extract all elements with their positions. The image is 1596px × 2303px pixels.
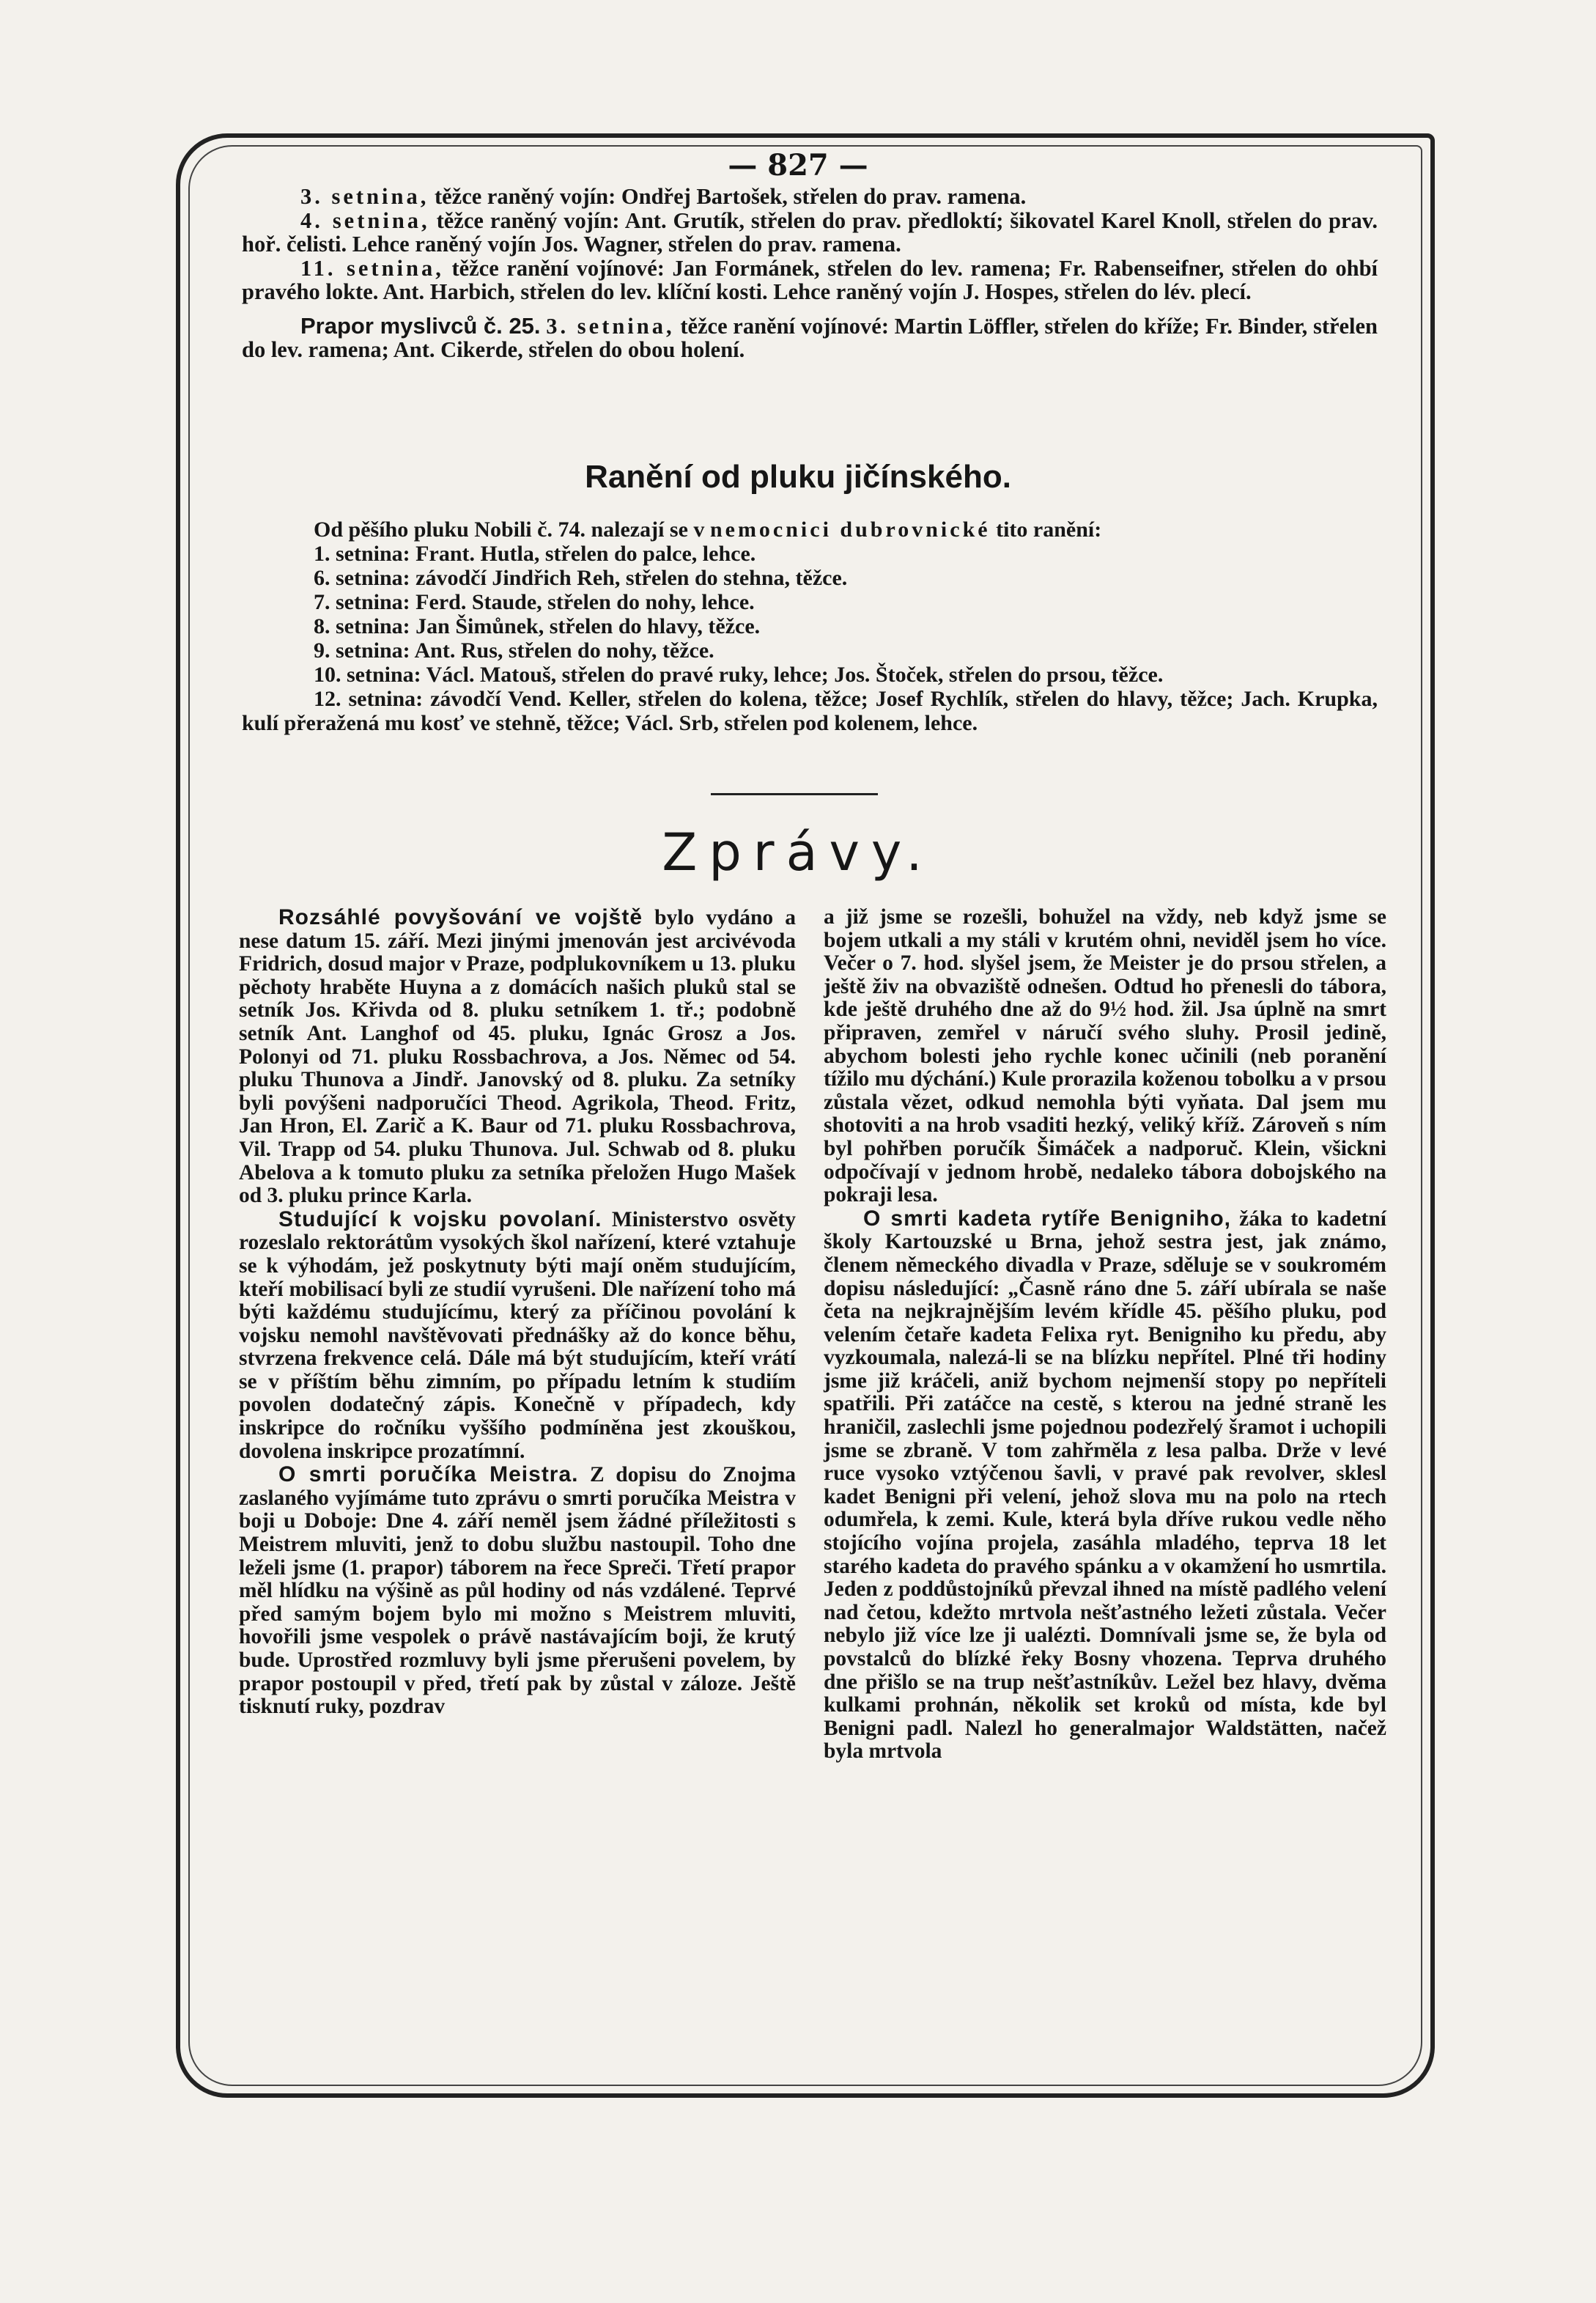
- wounded-row: 1. setnina: Frant. Hutla, střelen do palce, lehce.: [314, 542, 756, 566]
- article-students: [239, 1208, 796, 1464]
- article-promotions: [239, 906, 796, 1208]
- article-text: a již jsme se rozešli, bohužel na vždy, neb když jsme se bojem utkali a my stáli v krutém ohni, neviděl jsem ho více. Večer o 7. hod. slyšel jsem, že Meister je do prsou střelen, a ještě živ na obvaziště odnešen. Odtud ho přenesli do tábora, kde ještě druhého dne až do 9½ hod. žil. Jsa úplně na smrt připraven, zemřel v náručí svého sluhy. Prosil jedině, abychom bolesti jeho rychle konec učinili (neb poranění tížilo mu dýchání.) Kule prorazila koženou tobolku a v prsou zůstala vězet, odkud nemohla býti vyňata. Dal jsem mu shotoviti a na hrob vsaditi hezký, veliký kříž. Zároveň s ním byl pohřben poručík Šimáček a nadporuč. Klein, všickni odpočívají v jednom hrobě, nedaleko tábora dobojského na pokraji lesa.: [824, 905, 1386, 1207]
- paragraph-rifle-battalion: [242, 314, 1378, 362]
- paragraph-text: těžce raněný vojín: Ondřej Bartošek, střelen do prav. ramena.: [434, 184, 1027, 209]
- wounded-row: 6. setnina: závodčí Jindřich Reh, střelen do stehna, těžce.: [314, 566, 848, 590]
- intro-hospital: nemocnici dubrovnické: [709, 517, 991, 542]
- paragraph-text: těžce raněný vojín: Ant. Grutík, střelen do prav. předloktí; šikovatel Karel Knoll, střelen do prav. hoř. čelisti. Lehce raněný vojín Jos. Wagner, střelen do prav. ramena.: [242, 207, 1378, 257]
- paragraph-text: těžce ranění vojínové: Jan Formánek, střelen do lev. ramena; Fr. Rabenseifner, střelen do ohbí pravého lokte. Ant. Harbich, střelen do lev. klíční kosti. Lehce raněný vojín J. Hospes, střelen do lév. plecí.: [242, 255, 1378, 304]
- article-text: bylo vydáno a nese datum 15. září. Mezi jinými jmenován jest arcivévoda Fridrich, dosud major v Praze, podplukovníkem u 13. pluku pěchoty hraběte Huyna a z domácích našich pluků stal se setník Jos. Křivda od 8. pluku setníkem 1. tř.; podobně setník Ant. Langhof od 45. pluku, Ignác Grosz a Jos. Polonyi od 71. pluku Rossbachrova, a Jos. Němec od 54. pluku Thunova a Jindř. Janovský od 8. pluku. Za setníky byli povýšeni nadporučíci Theod. Agrikola, Theod. Fritz, Jan Hron, El. Zarič a K. Baur od 71. pluku Rossbachrova, Vil. Trapp od 54. pluku Thunova. Jul. Schwab od 8. pluku Abelova a k tomuto pluku za setníka přeložen Hugo Mašek od 3. pluku prince Karla.: [239, 906, 797, 1208]
- paragraph-4th-company: [242, 209, 1378, 257]
- section-heading-wounded: Ranění od pluku jičínského.: [585, 459, 1011, 495]
- company-label: 3. setnina,: [546, 313, 675, 339]
- casualty-list-continued: [242, 185, 1378, 362]
- section-divider: [711, 793, 878, 795]
- wounded-row: 9. setnina: Ant. Rus, střelen do nohy, těžce.: [314, 638, 714, 663]
- wounded-row: 7. setnina: Ferd. Staude, střelen do nohy, lehce.: [314, 590, 755, 614]
- article-benigni: [824, 1207, 1386, 1764]
- article-heading: O smrti poručíka Meistra.: [278, 1462, 579, 1487]
- article-text: Z dopisu do Znojma zaslaného vyjímáme tuto zprávu o smrti poručíka Meistra v boji u Doboje: Dne 4. září neměl jsem žádné příležitosti s Meistrem mluviti, jenž to dobu službu nastoupil. Toho dne leželi jsme (1. prapor) táborem na řece Spreči. Třetí prapor měl hlídku na výšině as půl hodiny od nás vzdálené. Teprvé před samým bojem bylo mi možno s Meistrem mluviti, hovořili jsme vespolek o právě nastávajícím boji, že krutý bude. Uprostřed rozmluvy byli jsme přerušeni povelem, by prapor postoupil v před, třetí pak by zůstal v záloze. Ještě tisknutí ruky, pozdrav: [239, 1463, 797, 1719]
- paragraph-text: těžce ranění vojínové: Martin Löffler, střelen do kříže; Fr. Binder, střelen do lev. ramena; Ant. Cikerde, střelen do obou holení.: [242, 313, 1378, 362]
- article-heading: Rozsáhlé povyšování ve vojště: [278, 905, 643, 929]
- intro-text: Od pěšího pluku Nobili č. 74. nalezají se v: [314, 517, 705, 542]
- paragraph-11th-company: [242, 257, 1378, 304]
- wounded-intro: [242, 517, 1378, 542]
- page-number: — 827 —: [728, 148, 868, 183]
- article-text: Ministerstvo osvěty rozeslalo rektorátům vysokých škol nařízení, které vztahuje se k výhodám, jež poskytnuty býti mají oněm studujícím, kteří mobilisací byli ze studií vyrušeni. Dle nařízení toho má býti každému studujícímu, který za příčinou povolání k vojsku nemohl navštěvovati přednášky až do konce běhu, stvrzena frekvence celá. Dále má být studujícím, kteří vrátí se v příštím běhu zimním, po případu letním k studiím povolen dodatečný zápis. Konečně v případech, kdy inskripce do ročníku vyššího podmíněna jest zkouškou, dovolena inskripce prozatímní.: [239, 1207, 796, 1463]
- company-label: 11. setnina,: [300, 255, 444, 281]
- article-meister-continued: [824, 906, 1386, 1207]
- article-text: žáka to kadetní školy Kartouzské u Brna, jehož sestra jest, jak známo, členem německého divadla v Praze, sděluje se v soukromém dopisu následující: „Časně ráno dne 5. září ubírala se naše četa na nejkrajnějším levém křídle 45. pěšího pluku, pod velením četaře kadeta Felixa ryt. Benigniho ku předu, aby vyzkoumala, nalezá-li se na blízku nepřítel. Plné tři hodiny jsme již kráčeli, aniž bychom nejmenší stopy po nepříteli spatřili. Při zatáčce na cestě, s kterou na jedné straně les hraničil, zaslechli jsme pojednou podezřelý šramot i uchopili jsme se zbraně. V tom zahřměla z lesa palba. Drže v levé ruce vysoko vztýčenou šavli, v pravé pak revolver, sklesl kadet Benigni při velení, jehož slova mu na polo na rtech odumřela, k zemi. Kule, která byla dříve rukou vedle něho stojícího vojína projela, zasáhla mladého, teprva 18 let starého kadeta do pravého spánku a v okamžení ho usmrtila. Jeden z poddůstojníků převzal ihned na místě padlého velení nad četou, kdežto mrtvola nešťastného ležeti zůstala. Večer nebylo již více lze ji ualézti. Domnívali jsme se, že byla od povstalců do blízké řeky Bosny vhozena. Teprva druhého dne přišlo se na trup nešťastníkův. Ležel bez hlavy, dvěma kulkami prohnán, několik set kroků od místa, kde byl Benigni padl. Nalezl ho generalmajor Waldstätten, načež byla mrtvola: [824, 1206, 1386, 1764]
- battalion-heading: Prapor myslivců č. 25.: [300, 312, 541, 339]
- wounded-row: 10. setnina: Václ. Matouš, střelen do pravé ruky, lehce; Jos. Štoček, střelen do prsou, těžce.: [314, 663, 1164, 687]
- wounded-row: 12. setnina: závodčí Vend. Keller, střelen do kolena, těžce; Josef Rychlík, střelen do hlavy, těžce; Jach. Krupka, kulí přeražená mu kosť ve stehně, těžce; Václ. Srb, střelen pod kolenem, lehce.: [242, 687, 1378, 735]
- intro-end: tito ranění:: [996, 517, 1102, 542]
- company-label: 4. setnina,: [300, 207, 430, 233]
- news-column-left: [239, 906, 796, 1719]
- company-label: 3. setnina,: [300, 184, 429, 209]
- article-meister: [239, 1463, 796, 1719]
- wounded-list: [242, 517, 1378, 735]
- news-title: Zprávy.: [662, 822, 934, 882]
- article-heading: O smrti kadeta rytíře Benigniho,: [863, 1206, 1232, 1231]
- article-heading: Studující k vojsku povolaní.: [278, 1206, 602, 1231]
- paragraph-3rd-company: [242, 185, 1378, 209]
- wounded-row: 8. setnina: Jan Šimůnek, střelen do hlavy, těžce.: [314, 614, 761, 638]
- news-column-right: [824, 906, 1386, 1764]
